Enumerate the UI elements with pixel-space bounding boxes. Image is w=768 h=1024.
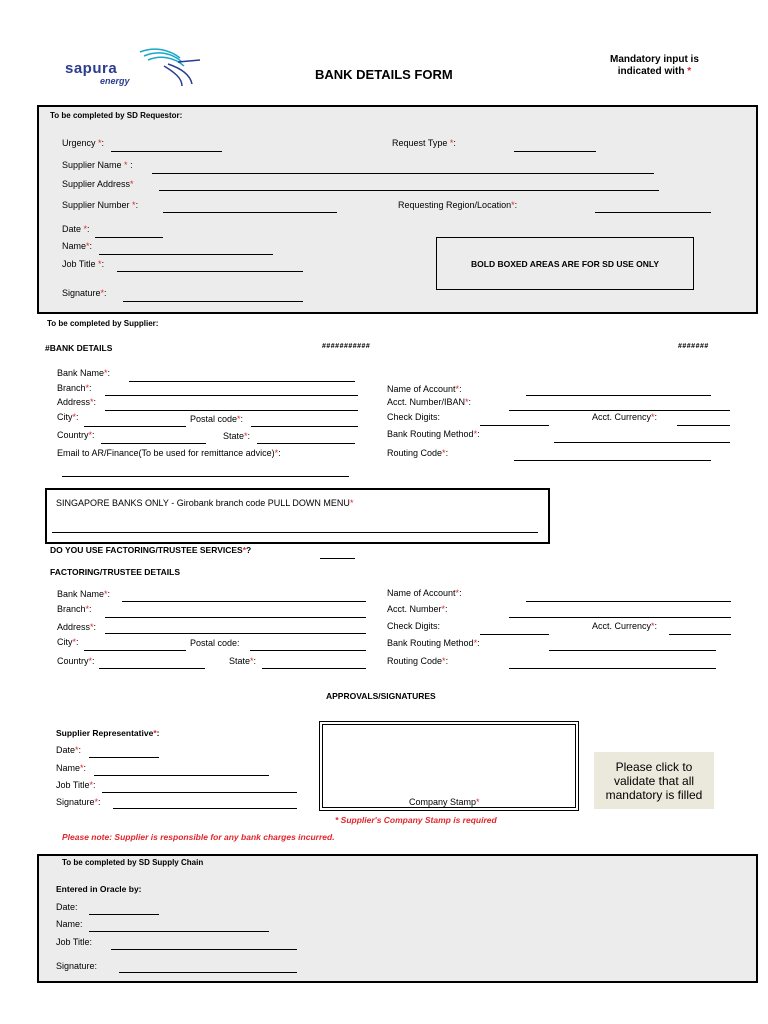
- supplier-address-field[interactable]: [159, 190, 659, 191]
- girobank-dropdown[interactable]: [52, 532, 538, 533]
- f-bank-name-label: Bank Name*:: [57, 589, 111, 599]
- singapore-label: SINGAPORE BANKS ONLY - Girobank branch code PULL DOWN MENU*: [56, 498, 354, 508]
- factoring-heading: FACTORING/TRUSTEE DETAILS: [50, 567, 181, 577]
- ap-date-field[interactable]: [89, 757, 159, 758]
- sc-name-label: Name:: [56, 919, 83, 929]
- stamp-required-note: * Supplier's Company Stamp is required: [335, 815, 497, 825]
- acct-number-field[interactable]: [509, 410, 730, 411]
- postal-code-label: Postal code*:: [190, 414, 244, 424]
- sc-signature-label: Signature:: [56, 961, 98, 971]
- req-signature-field[interactable]: [123, 301, 303, 302]
- f-acct-currency-field[interactable]: [669, 634, 731, 635]
- name-of-account-label: Name of Account*:: [387, 384, 462, 394]
- email-field[interactable]: [62, 476, 349, 477]
- state-field[interactable]: [257, 443, 355, 444]
- f-address-field[interactable]: [105, 633, 366, 634]
- supplier-rep-label: Supplier Representative*:: [56, 728, 160, 738]
- f-routing-code-label: Routing Code*:: [387, 656, 449, 666]
- company-logo: [40, 44, 215, 90]
- supplier-address-label: Supplier Address*: [62, 179, 134, 189]
- ap-signature-label: Signature*:: [56, 797, 101, 807]
- region-field[interactable]: [595, 212, 711, 213]
- ap-job-title-label: Job Title*:: [56, 780, 96, 790]
- acct-number-label: Acct. Number/IBAN*:: [387, 397, 472, 407]
- req-job-title-field[interactable]: [117, 271, 303, 272]
- sc-date-label: Date:: [56, 902, 78, 912]
- request-type-field[interactable]: [514, 151, 596, 152]
- logo-brand: sapura: [65, 60, 118, 77]
- factoring-answer-field[interactable]: [320, 558, 355, 559]
- branch-label: Branch*:: [57, 383, 92, 393]
- hash-marks-mid: ###########: [322, 343, 371, 350]
- check-digits-field[interactable]: [480, 425, 549, 426]
- ap-date-label: Date*:: [56, 745, 82, 755]
- f-state-field[interactable]: [262, 668, 366, 669]
- routing-method-field[interactable]: [554, 442, 730, 443]
- f-acct-number-field[interactable]: [509, 617, 731, 618]
- factoring-question: DO YOU USE FACTORING/TRUSTEE SERVICES*?: [50, 545, 252, 555]
- approvals-heading: APPROVALS/SIGNATURES: [326, 691, 436, 701]
- entered-oracle-label: Entered in Oracle by:: [56, 884, 142, 894]
- f-city-field[interactable]: [84, 650, 186, 651]
- supplier-name-label: Supplier Name * :: [62, 160, 133, 170]
- validate-button[interactable]: Please click to validate that all mandatory is filled: [594, 752, 714, 809]
- sc-job-title-label: Job Title:: [56, 937, 93, 947]
- logo-sub: energy: [100, 76, 130, 86]
- supplier-name-field[interactable]: [152, 173, 654, 174]
- check-digits-label: Check Digits:: [387, 412, 441, 422]
- postal-code-field[interactable]: [251, 426, 358, 427]
- company-stamp-label: Company Stamp*: [409, 797, 480, 807]
- acct-currency-label: Acct. Currency*:: [592, 412, 658, 422]
- f-check-digits-label: Check Digits:: [387, 621, 441, 631]
- sc-job-title-field[interactable]: [111, 949, 297, 950]
- req-date-label: Date *:: [62, 224, 90, 234]
- supply-chain-section: [37, 854, 758, 983]
- f-name-of-account-field[interactable]: [526, 601, 731, 602]
- bank-name-field[interactable]: [129, 381, 355, 382]
- req-name-field[interactable]: [99, 254, 273, 255]
- sd-use-box: BOLD BOXED AREAS ARE FOR SD USE ONLY: [436, 237, 694, 290]
- supply-chain-heading: To be completed by SD Supply Chain: [62, 858, 204, 867]
- f-routing-method-label: Bank Routing Method*:: [387, 638, 480, 648]
- routing-code-field[interactable]: [514, 460, 711, 461]
- ap-signature-field[interactable]: [113, 808, 297, 809]
- f-check-digits-field[interactable]: [480, 634, 549, 635]
- ap-job-title-field[interactable]: [102, 792, 297, 793]
- city-label: City*:: [57, 412, 79, 422]
- f-postal-code-field[interactable]: [250, 650, 366, 651]
- request-type-label: Request Type *:: [392, 138, 456, 148]
- f-routing-method-field[interactable]: [549, 650, 716, 651]
- bank-charges-note: Please note: Supplier is responsible for any bank charges incurred.: [62, 832, 335, 842]
- country-label: Country*:: [57, 430, 95, 440]
- city-field[interactable]: [84, 426, 186, 427]
- bank-name-label: Bank Name*:: [57, 368, 111, 378]
- address-label: Address*:: [57, 397, 97, 407]
- page-title: BANK DETAILS FORM: [315, 67, 453, 82]
- supplier-number-label: Supplier Number *:: [62, 200, 139, 210]
- f-acct-currency-label: Acct. Currency*:: [592, 621, 658, 631]
- ap-name-field[interactable]: [94, 775, 269, 776]
- name-of-account-field[interactable]: [526, 395, 711, 396]
- f-branch-label: Branch*:: [57, 604, 92, 614]
- sc-name-field[interactable]: [89, 931, 269, 932]
- country-field[interactable]: [101, 443, 206, 444]
- supplier-heading: To be completed by Supplier:: [47, 319, 159, 328]
- f-postal-code-label: Postal code:: [190, 638, 240, 648]
- req-date-field[interactable]: [95, 237, 163, 238]
- f-branch-field[interactable]: [105, 617, 366, 618]
- f-city-label: City*:: [57, 637, 79, 647]
- ap-name-label: Name*:: [56, 763, 87, 773]
- urgency-label: Urgency *:: [62, 138, 105, 148]
- address-field[interactable]: [105, 410, 358, 411]
- f-country-field[interactable]: [99, 668, 205, 669]
- routing-code-label: Routing Code*:: [387, 448, 449, 458]
- urgency-field[interactable]: [111, 151, 222, 152]
- f-name-of-account-label: Name of Account*:: [387, 588, 462, 598]
- routing-method-label: Bank Routing Method*:: [387, 429, 480, 439]
- region-label: Requesting Region/Location*:: [398, 200, 518, 210]
- state-label: State*:: [223, 431, 251, 441]
- hash-marks-right: #######: [678, 343, 709, 350]
- acct-currency-field[interactable]: [677, 425, 730, 426]
- supplier-number-field[interactable]: [163, 212, 337, 213]
- f-bank-name-field[interactable]: [122, 601, 366, 602]
- singapore-box: [45, 488, 550, 544]
- f-routing-code-field[interactable]: [509, 668, 716, 669]
- email-label: Email to AR/Finance(To be used for remittance advice)*:: [57, 448, 281, 458]
- sc-date-field[interactable]: [89, 914, 159, 915]
- req-name-label: Name*:: [62, 241, 93, 251]
- f-country-label: Country*:: [57, 656, 95, 666]
- f-state-label: State*:: [229, 656, 257, 666]
- mandatory-note: Mandatory input is indicated with *: [610, 54, 699, 77]
- f-acct-number-label: Acct. Number*:: [387, 604, 448, 614]
- requestor-heading: To be completed by SD Requestor:: [50, 111, 183, 120]
- req-signature-label: Signature*:: [62, 288, 107, 298]
- f-address-label: Address*:: [57, 622, 97, 632]
- branch-field[interactable]: [105, 395, 358, 396]
- req-job-title-label: Job Title *:: [62, 259, 105, 269]
- sc-signature-field[interactable]: [119, 972, 297, 973]
- bank-details-heading: #BANK DETAILS: [45, 343, 113, 353]
